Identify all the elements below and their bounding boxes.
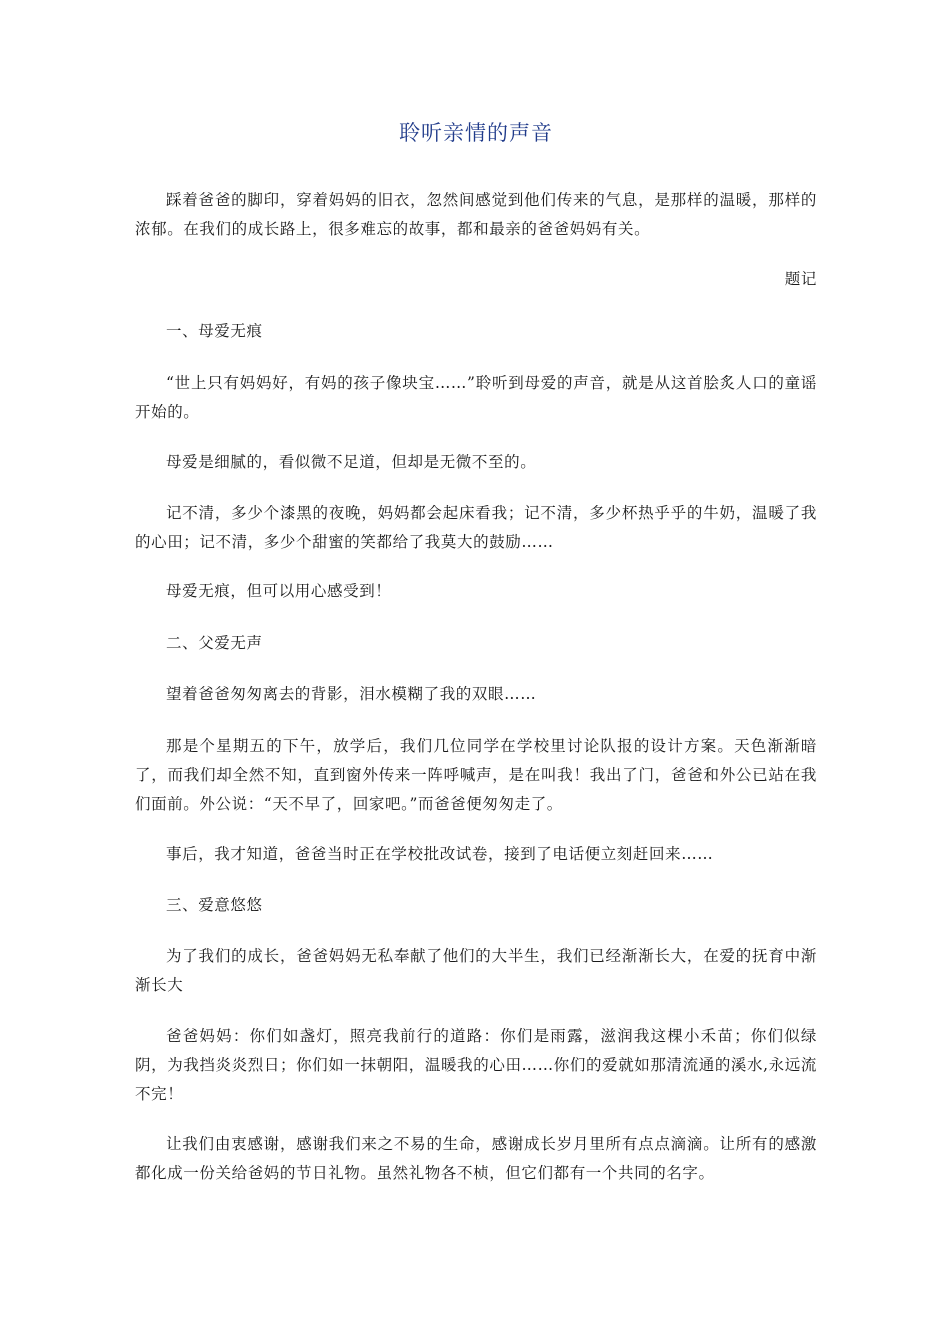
section-1-paragraph-1: “世上只有妈妈好，有妈的孩子像块宝……”聆听到母爱的声音，就是从这首脍炙人口的童谣开始的。 — [135, 374, 817, 421]
section-2-paragraph-3: 事后，我才知道，爸爸当时正在学校批改试卷，接到了电话便立刻赶回来…… — [166, 845, 714, 863]
section-1-paragraph-4: 母爱无痕，但可以用心感受到！ — [166, 582, 392, 600]
document-title: 聆听亲情的声音 — [399, 121, 553, 145]
section-3-paragraph-1: 为了我们的成长，爸爸妈妈无私奉献了他们的大半生，我们已经渐渐长大，在爱的抚育中渐渐长大 — [135, 947, 817, 994]
section-1-paragraph-2: 母爱是细腻的，看似微不足道，但却是无微不至的。 — [166, 453, 537, 471]
section-3-paragraph-2: 爸爸妈妈：你们如盏灯，照亮我前行的道路：你们是雨露，滋润我这棵小禾苗；你们似绿阴，为我挡炎炎烈日；你们如一抹朝阳，温暖我的心田……你们的爱就如那清流通的溪水,永远流不完！ — [135, 1027, 817, 1103]
section-1-paragraph-3: 记不清，多少个漆黑的夜晚，妈妈都会起床看我；记不清，多少杯热乎乎的牛奶，温暖了我的心田；记不清，多少个甜蜜的笑都给了我莫大的鼓励…… — [135, 504, 817, 551]
intro-paragraph: 踩着爸爸的脚印，穿着妈妈的旧衣，忽然间感觉到他们传来的气息，是那样的温暖，那样的浓郁。在我们的成长路上，很多难忘的故事，都和最亲的爸爸妈妈有关。 — [135, 191, 817, 238]
section-2-paragraph-2: 那是个星期五的下午，放学后，我们几位同学在学校里讨论队报的设计方案。天色渐渐暗了，而我们却全然不知，直到窗外传来一阵呼喊声，是在叫我！我出了门，爸爸和外公已站在我们面前。外公说：“天不早了，回家吧。”而爸爸便匆匆走了。 — [135, 737, 817, 813]
epigraph-label: 题记 — [784, 270, 817, 288]
section-heading-3: 三、爱意悠悠 — [166, 896, 263, 914]
section-heading-1: 一、母爱无痕 — [166, 322, 263, 340]
section-heading-2: 二、父爱无声 — [166, 634, 263, 652]
section-3-paragraph-3: 让我们由衷感谢，感谢我们来之不易的生命，感谢成长岁月里所有点点滴滴。让所有的感激都化成一份关给爸妈的节日礼物。虽然礼物各不桢，但它们都有一个共同的名字。 — [135, 1135, 817, 1182]
section-2-paragraph-1: 望着爸爸匆匆离去的背影，泪水模糊了我的双眼…… — [166, 685, 537, 703]
